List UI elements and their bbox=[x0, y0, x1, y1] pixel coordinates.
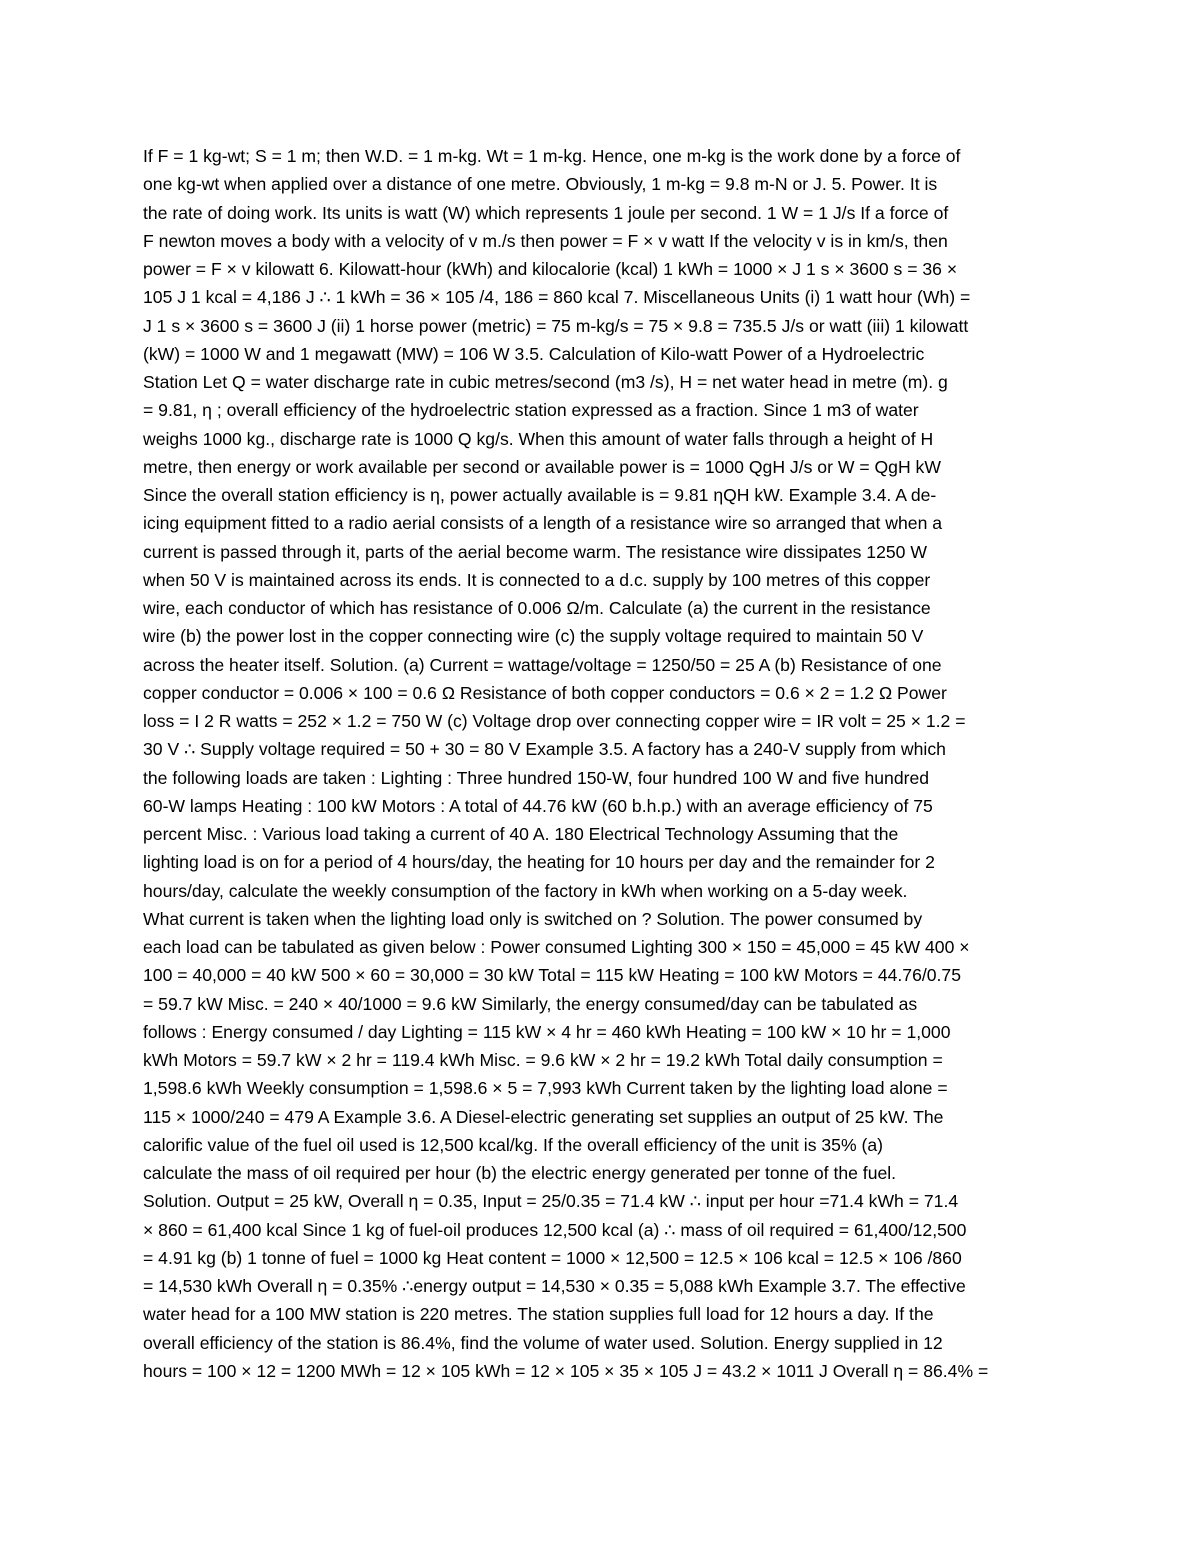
text-line: percent Misc. : Various load taking a current of 40 A. 180 Electrical Technology Assuming that the bbox=[143, 824, 899, 844]
text-line: current is passed through it, parts of the aerial become warm. The resistance wire dissipates 1250 W bbox=[143, 541, 927, 562]
text-line: 115 × 1000/240 = 479 A Example 3.6. A Diesel-electric generating set supplies an output of 25 kW. The bbox=[143, 1106, 944, 1127]
text-line: when 50 V is maintained across its ends. It is connected to a d.c. supply by 100 metres of this copper bbox=[143, 569, 931, 590]
text-line: = 9.81, η ; overall efficiency of the hydroelectric station expressed as a fraction. Since 1 m3 of water bbox=[143, 400, 919, 421]
text-line: What current is taken when the lighting load only is switched on ? Solution. The power consumed by bbox=[143, 908, 923, 929]
text-line: kWh Motors = 59.7 kW × 2 hr = 119.4 kWh Misc. = 9.6 kW × 2 hr = 19.2 kWh Total daily consumption = bbox=[143, 1050, 943, 1070]
text-line: Station Let Q = water discharge rate in cubic metres/second (m3 /s), H = net water head in metre (m). g bbox=[143, 372, 948, 392]
text-line: Solution. Output = 25 kW, Overall η = 0.35, Input = 25/0.35 = 71.4 kW ∴ input per hour =71.4 kWh = 71.4 bbox=[143, 1191, 959, 1212]
body-text bbox=[143, 142, 1063, 1385]
text-line: hours = 100 × 12 = 1200 MWh = 12 × 105 kWh = 12 × 105 × 35 × 105 J = 43.2 × 1011 J Overall η = 86.4% = bbox=[143, 1360, 989, 1381]
text-line: wire (b) the power lost in the copper connecting wire (c) the supply voltage required to maintain 50 V bbox=[143, 626, 924, 647]
text-line: the rate of doing work. Its units is watt (W) which represents 1 joule per second. 1 W = 1 J/s If a force of bbox=[143, 202, 949, 223]
text-line: metre, then energy or work available per second or available power is = 1000 QgH J/s or W = QgH kW bbox=[143, 456, 941, 477]
text-line: × 860 = 61,400 kcal Since 1 kg of fuel-oil produces 12,500 kcal (a) ∴ mass of oil required = 61,400/12,500 bbox=[143, 1219, 967, 1240]
text-line: calculate the mass of oil required per hour (b) the electric energy generated per tonne of the fuel. bbox=[143, 1163, 897, 1183]
text-line: weighs 1000 kg., discharge rate is 1000 Q kg/s. When this amount of water falls through a height of H bbox=[143, 428, 934, 449]
text-line: power = F × v kilowatt 6. Kilowatt-hour (kWh) and kilocalorie (kcal) 1 kWh = 1000 × J 1 s × 3600 s = 36 × bbox=[143, 259, 958, 279]
text-line: J 1 s × 3600 s = 3600 J (ii) 1 horse power (metric) = 75 m-kg/s = 75 × 9.8 = 735.5 J/s or watt (iii) 1 kilowatt bbox=[143, 315, 969, 336]
text-line: = 4.91 kg (b) 1 tonne of fuel = 1000 kg Heat content = 1000 × 12,500 = 12.5 × 106 kcal = 12.5 × 106 /860 bbox=[143, 1247, 962, 1268]
text-line: If F = 1 kg-wt; S = 1 m; then W.D. = 1 m-kg. Wt = 1 m-kg. Hence, one m-kg is the work done by a force of bbox=[143, 146, 961, 166]
text-line: copper conductor = 0.006 × 100 = 0.6 Ω Resistance of both copper conductors = 0.6 × 2 = 1.2 Ω Power bbox=[143, 682, 947, 703]
text-line: Since the overall station efficiency is η, power actually available is = 9.81 ηQH kW. Example 3.4. A de- bbox=[143, 485, 937, 505]
text-line: = 59.7 kW Misc. = 240 × 40/1000 = 9.6 kW Similarly, the energy consumed/day can be tabulated as bbox=[143, 993, 918, 1014]
text-line: 105 J 1 kcal = 4,186 J ∴ 1 kWh = 36 × 105 /4, 186 = 860 kcal 7. Miscellaneous Units (i) 1 watt hour (Wh) = bbox=[143, 287, 971, 308]
text-line: follows : Energy consumed / day Lighting = 115 kW × 4 hr = 460 kWh Heating = 100 kW × 10 hr = 1,000 bbox=[143, 1021, 951, 1042]
text-line: each load can be tabulated as given below : Power consumed Lighting 300 × 150 = 45,000 = 45 kW 400 × bbox=[143, 937, 970, 957]
text-line: water head for a 100 MW station is 220 metres. The station supplies full load for 12 hours a day. If the bbox=[143, 1304, 934, 1325]
text-line: (kW) = 1000 W and 1 megawatt (MW) = 106 W 3.5. Calculation of Kilo-watt Power of a Hydroelectric bbox=[143, 343, 925, 364]
text-line: 1,598.6 kWh Weekly consumption = 1,598.6 × 5 = 7,993 kWh Current taken by the lighting load alone = bbox=[143, 1078, 948, 1099]
text-line: = 14,530 kWh Overall η = 0.35% ∴energy output = 14,530 × 0.35 = 5,088 kWh Example 3.7. The effective bbox=[143, 1276, 966, 1296]
text-line: overall efficiency of the station is 86.4%, find the volume of water used. Solution. Energy supplied in 12 bbox=[143, 1332, 943, 1353]
text-line: hours/day, calculate the weekly consumption of the factory in kWh when working on a 5-day week. bbox=[143, 880, 908, 901]
text-line: F newton moves a body with a velocity of v m./s then power = F × v watt If the velocity v is in km/s, then bbox=[143, 230, 948, 251]
text-line: one kg-wt when applied over a distance of one metre. Obviously, 1 m-kg = 9.8 m-N or J. 5. Power. It is bbox=[143, 174, 938, 195]
text-line: icing equipment fitted to a radio aerial consists of a length of a resistance wire so arranged that when a bbox=[143, 513, 943, 534]
text-line: loss = I 2 R watts = 252 × 1.2 = 750 W (c) Voltage drop over connecting copper wire = IR volt = 25 × 1.2 = bbox=[143, 711, 966, 731]
text-line: across the heater itself. Solution. (a) Current = wattage/voltage = 1250/50 = 25 A (b) Resistance of one bbox=[143, 654, 942, 675]
text-line: lighting load is on for a period of 4 hours/day, the heating for 10 hours per day and the remainder for 2 bbox=[143, 852, 935, 873]
text-line: 30 V ∴ Supply voltage required = 50 + 30 = 80 V Example 3.5. A factory has a 240-V supply from which bbox=[143, 739, 946, 760]
text-line: the following loads are taken : Lighting : Three hundred 150-W, four hundred 100 W and five hundred bbox=[143, 767, 930, 788]
text-line: calorific value of the fuel oil used is 12,500 kcal/kg. If the overall efficiency of the unit is 35% (a) bbox=[143, 1134, 883, 1155]
text-line: 100 = 40,000 = 40 kW 500 × 60 = 30,000 = 30 kW Total = 115 kW Heating = 100 kW Motors = 44.76/0.75 bbox=[143, 965, 961, 986]
text-line: wire, each conductor of which has resistance of 0.006 Ω/m. Calculate (a) the current in the resistance bbox=[143, 598, 931, 618]
text-line: 60-W lamps Heating : 100 kW Motors : A total of 44.76 kW (60 b.h.p.) with an average efficiency of 75 bbox=[143, 795, 933, 816]
